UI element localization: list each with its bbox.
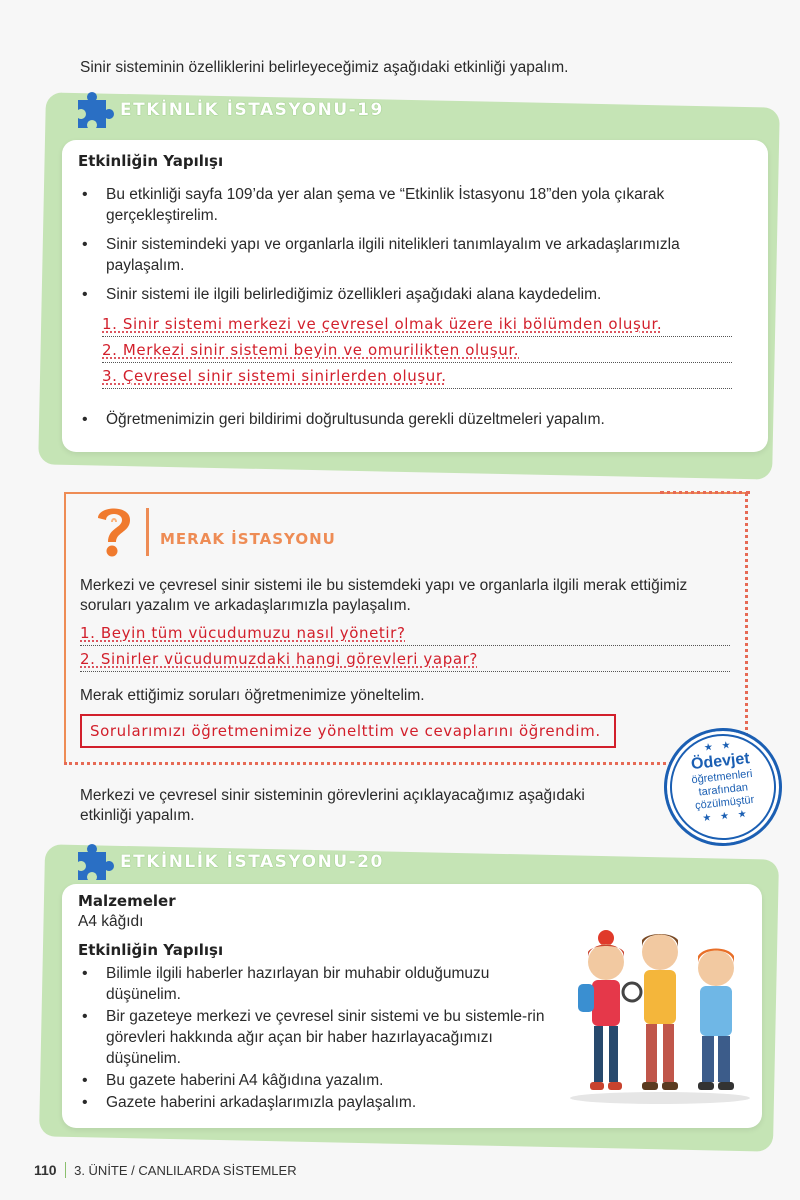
activity-20-title: ETKİNLİK İSTASYONU-20	[120, 852, 384, 872]
materials-title: Malzemeler	[78, 892, 176, 910]
handwritten-answer-box: Sorularımızı öğretmenimize yönelttim ve cevaplarını öğrendim.	[80, 714, 616, 748]
handwritten-answer-3: 3. Çevresel sinir sistemi sinirlerden oluşur.	[102, 363, 732, 389]
stamp-stars-top: ★ ★	[703, 739, 735, 754]
activity-19-title: ETKİNLİK İSTASYONU-19	[120, 100, 384, 120]
stamp-line-4: çözülmüştür	[694, 793, 755, 812]
page-footer	[34, 1162, 297, 1178]
children-illustration	[560, 926, 760, 1106]
curiosity-text: Merkezi ve çevresel sinir sistemi ile bu sistemdeki yapı ve organlarla ilgili merak ettiğimiz soruları yazalım ve arkadaşlarımızla paylaşalım.	[80, 577, 688, 614]
puzzle-icon	[72, 840, 116, 884]
handwritten-question-2: 2. Sinirler vücudumuzdaki hangi görevleri yapar?	[80, 646, 730, 672]
activity-19-answer-lines	[102, 311, 732, 389]
activity-20-content	[78, 892, 558, 1113]
materials-text: A4 kâğıdı	[78, 913, 144, 930]
activity-19-final-bullet	[78, 409, 748, 430]
curiosity-title: MERAK İSTASYONU	[160, 530, 336, 548]
intro-text-1: Sinir sisteminin özelliklerini belirleyeceğimiz aşağıdaki etkinliği yapalım.	[80, 59, 569, 76]
list-item: • Öğretmenimizin geri bildirimi doğrultusunda gerekli düzeltmeleri yapalım.	[78, 409, 748, 430]
activity-19-bullets	[78, 184, 748, 305]
list-item: • Bu etkinliği sayfa 109’da yer alan şema ve “Etkinlik İstasyonu 18”den yola çıkarak gerçekleştirelim.	[78, 184, 748, 226]
activity-20-bullets	[78, 963, 558, 1113]
dotted-border-right	[745, 492, 748, 762]
activity-20-header	[72, 840, 384, 884]
title-separator	[146, 508, 149, 556]
list-item: • Sinir sistemindeki yapı ve organlarla ilgili nitelikleri tanımlayalım ve arkadaşlarımızla paylaşalım.	[78, 234, 748, 276]
activity-19-content	[78, 152, 748, 430]
intro-text-2: Merkezi ve çevresel sinir sisteminin görevlerini açıklayacağımız aşağıdaki etkinliği yapalım.	[80, 787, 585, 824]
unit-title: 3. ÜNİTE / CANLILARDA SİSTEMLER	[74, 1162, 297, 1178]
list-item: • Bilimle ilgili haberler hazırlayan bir muhabir olduğumuzu düşünelim.	[78, 963, 558, 1005]
footer-divider	[65, 1162, 67, 1178]
stamp-stars-bottom: ★ ★ ★	[701, 808, 751, 825]
handwritten-question-1: 1. Beyin tüm vücudumuzu nasıl yönetir?	[80, 620, 730, 646]
activity-20-section-title: Etkinliğin Yapılışı	[78, 941, 224, 959]
dotted-border-bottom	[64, 762, 684, 765]
handwritten-answer-2: 2. Merkezi sinir sistemi beyin ve omurilikten oluşur.	[102, 337, 732, 363]
curiosity-content	[80, 576, 742, 706]
stamp-title: Ödevjet	[690, 750, 751, 774]
activity-19-header	[72, 88, 384, 132]
list-item: • Gazete haberini arkadaşlarımızla paylaşalım.	[78, 1092, 558, 1113]
dotted-border-top	[660, 491, 750, 494]
handwritten-answer-1: 1. Sinir sistemi merkezi ve çevresel olmak üzere iki bölümden oluşur.	[102, 311, 732, 337]
stamp-line-3: tarafından	[698, 781, 749, 799]
list-item: • Bu gazete haberini A4 kâğıdına yazalım.	[78, 1070, 558, 1091]
list-item: • Sinir sistemi ile ilgili belirlediğimiz özellikleri aşağıdaki alana kaydedelim.	[78, 284, 748, 305]
list-item: • Bir gazeteye merkezi ve çevresel sinir sistemi ve bu sistemle-rin görevleri hakkında ağır açan bir haber hazırlayacağımızı düşünelim.	[78, 1006, 558, 1069]
page-number: 110	[34, 1162, 57, 1178]
puzzle-icon	[72, 88, 116, 132]
question-mark-icon	[92, 502, 136, 558]
stamp-line-2: öğretmenleri	[690, 767, 753, 787]
curiosity-question-lines	[80, 620, 730, 672]
activity-19-section-title: Etkinliğin Yapılışı	[78, 152, 224, 170]
curiosity-instruction: Merak ettiğimiz soruları öğretmenimize yöneltelim.	[80, 687, 425, 704]
